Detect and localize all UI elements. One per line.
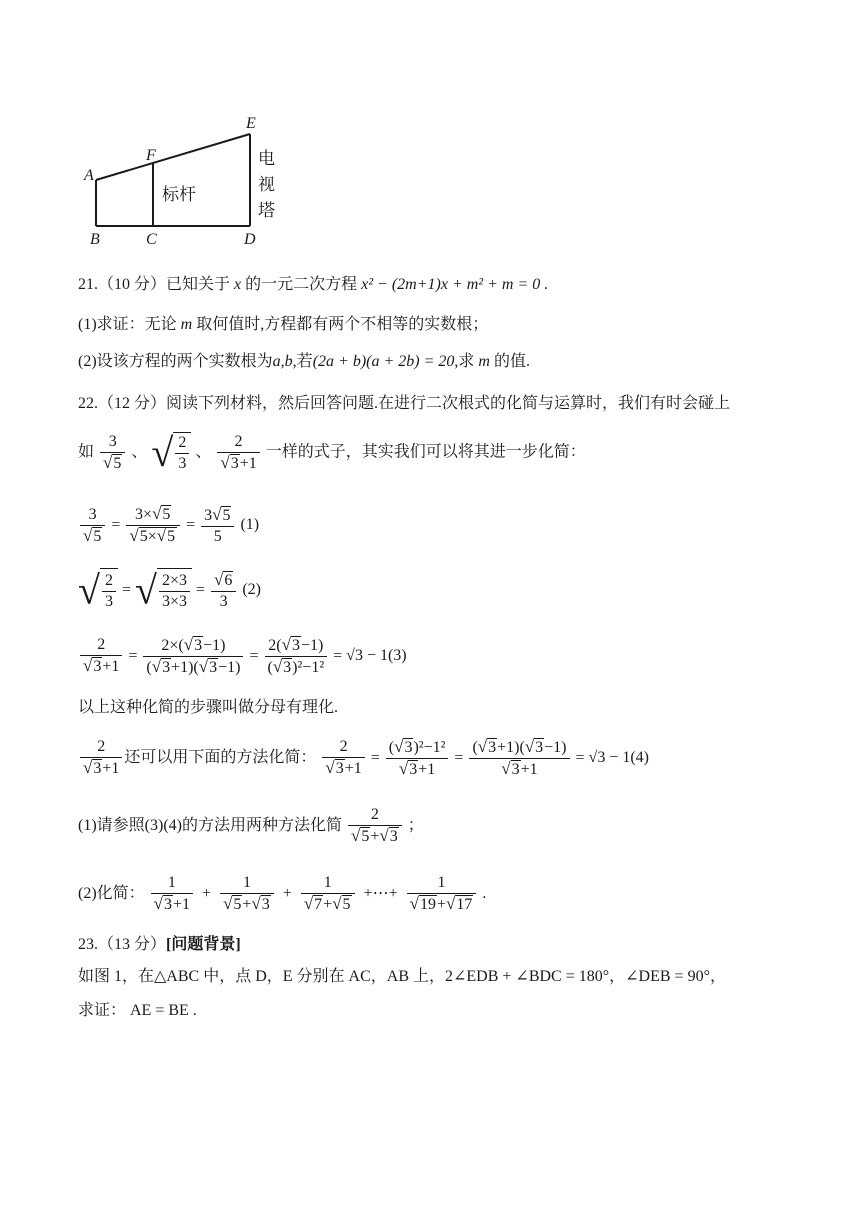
point-b-label: B (90, 231, 100, 248)
q23-heading: 23.（13 分）[问题背景] (78, 936, 241, 953)
q23-line2: 求证： AE = BE . (78, 1002, 197, 1019)
point-f-label: F (146, 147, 156, 164)
q21-part2: (2)设该方程的两个实数根为a,b,若(2a + b)(a + 2b) = 20,求 m 的值. (78, 353, 530, 370)
sight-line (96, 134, 250, 180)
point-e-label: E (246, 115, 256, 132)
tower-label-2: 视 (258, 175, 275, 195)
q21-equation: x² − (2m+1)x + m² + m = 0 . (361, 276, 549, 293)
q22-examples: 如 $\frac{3}{√5}$ 、 √ $\frac{2}{3}$ 、 $\frac{2}{√3+1}$ 一样的式子，其实我们可以将其进一步化简： (78, 430, 586, 475)
q22-step2: √ $\frac{2}{3}$ = √ $\frac{2\times 3}{3\times 3}$ = $\frac{√6}{3}$ (2) (78, 567, 261, 613)
point-d-label: D (244, 231, 256, 248)
tower-label-1: 电 (258, 149, 275, 169)
point-a-label: A (84, 167, 94, 184)
q22-step4: $\frac{2}{√3+1}$ 还可以用下面的方法化简： $\frac{2}{√3+1}$ = $\frac{\text{(√3)²−1²}}{√3+1}$ = $\frac{(√3+1)(√3-1)}{√3+1}$ = √3 − 1(4) (78, 736, 649, 780)
tower-label-3: 塔 (258, 201, 275, 221)
q22-step3: $\frac{2}{√3+1}$ = $\frac{2\times(√3-1)}{(√3+1)(√3-1)}$ = $\frac{2(√3-1)}{\text{(√3)²−1²}}$ = √3 − 1(3) (78, 634, 407, 678)
pole-tower-figure (78, 108, 288, 250)
point-c-label: C (146, 231, 157, 248)
q23-line1: 如图 1，在△ABC 中，点 D，E 分别在 AC，AB 上，2∠EDB + ∠BDC = 180°，∠DEB = 90°， (78, 968, 726, 985)
q22-heading: 22.（12 分）阅读下列材料，然后回答问题.在进行二次根式的化简与运算时，我们有时会碰上 (78, 395, 731, 412)
q22-step1: $\frac{3}{√5}$ = $\frac{3\times√5}{√5\times√5}$ = $\frac{3√5}{5}$ (1) (78, 504, 259, 547)
q21-heading: 21.（10 分）已知关于 x 的一元二次方程 x² − (2m+1)x + m² + m = 0 . (78, 276, 549, 293)
pole-label: 标杆 (162, 185, 196, 205)
q22-note: 以上这种化简的步骤叫做分母有理化. (78, 699, 339, 716)
q22-question2: (2)化简： $\frac{1}{√3+1}$ + $\frac{1}{√5+√3}$ + $\frac{1}{√7+√5}$ +⋯+ $\frac{1}{√19+√17}$ . (78, 874, 487, 914)
q22-question1: (1)请参照(3)(4)的方法用两种方法化简 $\frac{2}{√5+√3}$ ； (78, 806, 424, 846)
q21-part1: (1)求证：无论 m 取何值时,方程都有两个不相等的实数根； (78, 316, 489, 333)
